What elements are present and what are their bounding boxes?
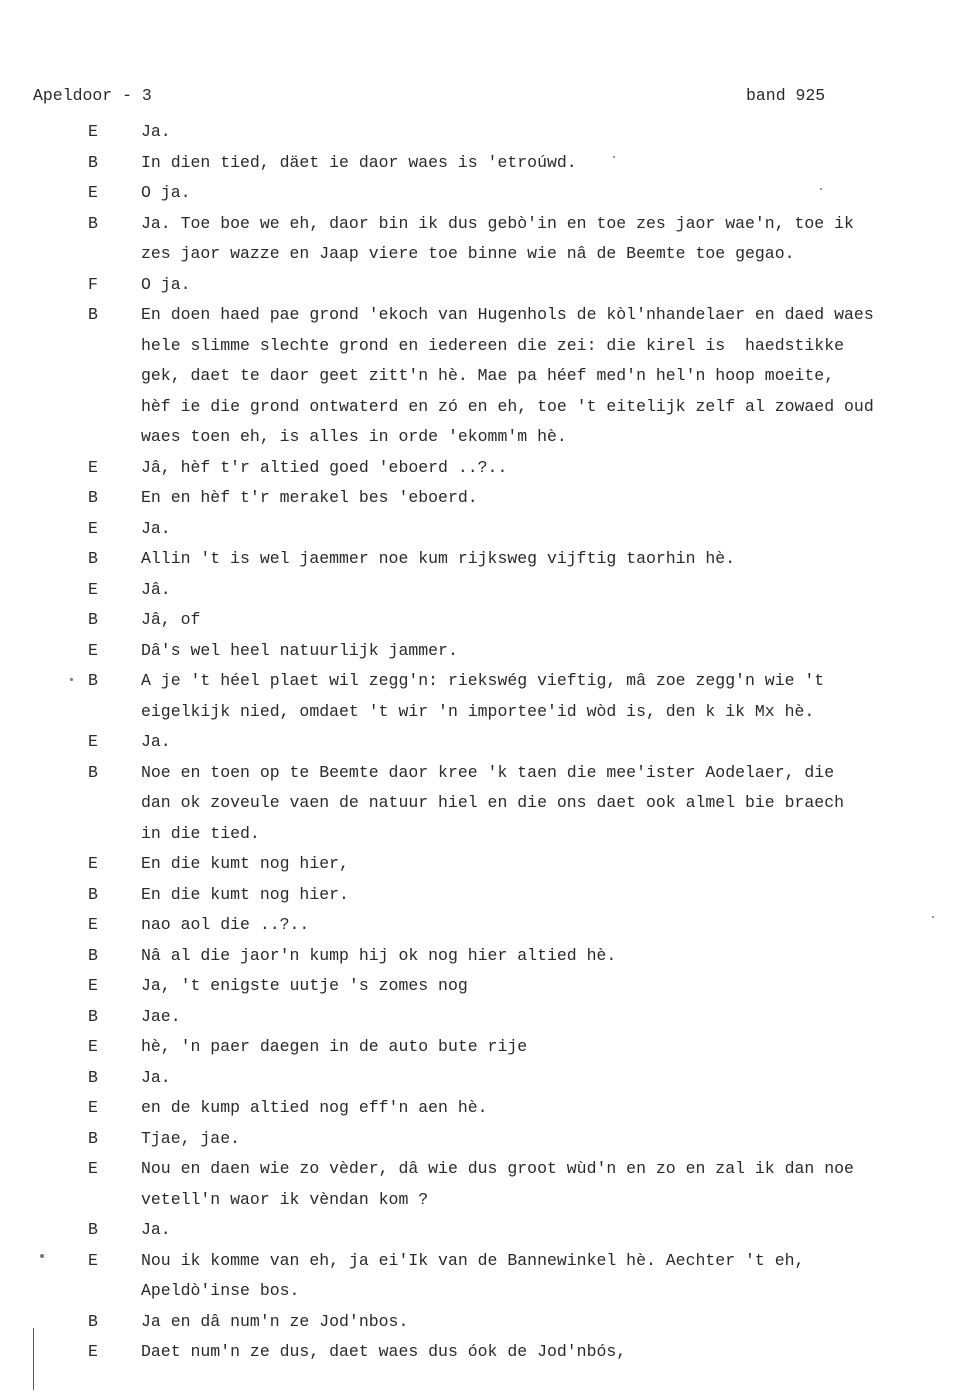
utterance-text: Nou en daen wie zo vèder, dâ wie dus groot wùd'n en zo en zal ik dan noe vetell'n waor ik vèndan kom ? <box>141 1159 854 1209</box>
speaker-label: B <box>88 488 98 507</box>
utterance-text: en de kump altied nog eff'n aen hè. <box>141 1098 488 1117</box>
speaker-label: B <box>88 1311 98 1331</box>
speaker-label: B <box>88 305 98 324</box>
utterance-text: En die kumt nog hier. <box>141 884 349 904</box>
transcript-turn <box>0 270 979 301</box>
transcript-turn <box>0 971 979 1002</box>
transcript-turn <box>0 453 979 484</box>
utterance-text: Nou ik komme van eh, ja ei'Ik van de Bannewinkel hè. Aechter 't eh, Apeldò'inse bos. <box>141 1250 805 1300</box>
speaker-label: B <box>88 1220 98 1239</box>
utterance-text: Jâ. <box>141 579 171 599</box>
transcript-turn <box>0 849 979 880</box>
speaker-label: E <box>88 183 98 202</box>
transcript-turn <box>0 1337 979 1368</box>
page-header-location: Apeldoor - 3 <box>33 86 152 105</box>
utterance-text: Dâ's wel heel natuurlijk jammer. <box>141 640 458 660</box>
utterance-text: En doen haed pae grond 'ekoch van Hugenhols de kòl'nhandelaer en daed waes hele slimme slechte grond en iedereen die zei: die kirel is haedstikke gek, daet te daor geet zitt'n hè. Mae pa héef med'n hel'n hoop moeite, hèf ie die grond ontwaterd en zó en eh, toe 't eitelijk zelf al zowaed oud waes toen eh, is alles in orde 'ekomm'm hè. <box>141 305 874 446</box>
transcript-turn <box>0 1032 979 1063</box>
speaker-label: E <box>88 457 98 477</box>
utterance-text: A je 't héel plaet wil zegg'n: riekswég vieftig, mâ zoe zegg'n wie 't eigelkijk nied, omdaet 't wir 'n importee'id wòd is, den k ik Mx hè. <box>141 671 825 721</box>
transcript-turn <box>0 544 979 575</box>
utterance-text: Ja. Toe boe we eh, daor bin ik dus gebò'in en toe zes jaor wae'n, toe ik zes jaor wazze en Jaap viere toe binne wie nâ de Beemte toe gegao. <box>141 213 854 263</box>
transcript-turn <box>0 300 979 453</box>
utterance-text: Ja. <box>141 1067 171 1087</box>
paper-speck <box>70 678 73 681</box>
speaker-label: E <box>88 122 98 141</box>
transcript-turn <box>0 1246 979 1307</box>
speaker-label: E <box>88 915 98 934</box>
transcript-turn <box>0 117 979 148</box>
paper-speck <box>40 1254 44 1258</box>
utterance-text: Tjae, jae. <box>141 1128 241 1148</box>
transcript-turn <box>0 758 979 850</box>
transcript-turn <box>0 666 979 727</box>
transcript-turn <box>0 209 979 270</box>
transcript-turn <box>0 941 979 972</box>
utterance-text: Jâ, of <box>141 610 201 629</box>
speaker-label: E <box>88 732 98 751</box>
paper-speck <box>932 916 934 918</box>
utterance-text: Jae. <box>141 1006 181 1026</box>
speaker-label: E <box>88 854 98 873</box>
utterance-text: En en hèf t'r merakel bes 'eboerd. <box>141 488 478 507</box>
utterance-text: Ja. <box>141 518 171 538</box>
speaker-label: E <box>88 1159 98 1178</box>
speaker-label: E <box>88 976 98 995</box>
utterance-text: Nâ al die jaor'n kump hij ok nog hier altied hè. <box>141 945 617 965</box>
speaker-label: B <box>88 671 98 690</box>
speaker-label: B <box>88 213 98 233</box>
speaker-label: B <box>88 1067 98 1087</box>
utterance-text: Noe en toen op te Beemte daor kree 'k taen die mee'ister Aodelaer, die dan ok zoveule vaen de natuur hiel en die ons daet ook almel bie braech in die tied. <box>141 762 845 843</box>
speaker-label: B <box>88 762 98 782</box>
transcript-turn <box>0 1002 979 1033</box>
transcript-turn <box>0 727 979 758</box>
transcript-turn <box>0 1093 979 1124</box>
transcript-turn <box>0 178 979 209</box>
speaker-label: E <box>88 1342 98 1361</box>
speaker-label: B <box>88 884 98 904</box>
speaker-label: B <box>88 152 98 172</box>
transcript-turn <box>0 605 979 636</box>
speaker-label: E <box>88 579 98 599</box>
utterance-text: Ja. <box>141 122 171 141</box>
speaker-label: B <box>88 1128 98 1148</box>
utterance-text: hè, 'n paer daegen in de auto bute rije <box>141 1037 528 1056</box>
utterance-text: Jâ, hèf t'r altied goed 'eboerd ..?.. <box>141 457 508 477</box>
page-header-tape-number: band 925 <box>746 86 826 105</box>
transcript-turn <box>0 1063 979 1094</box>
transcript-turn <box>0 148 979 179</box>
paper-speck <box>613 156 615 158</box>
transcript-turn <box>0 880 979 911</box>
transcript-turn <box>0 1307 979 1338</box>
transcript-turn <box>0 483 979 514</box>
paper-speck <box>820 188 822 190</box>
speaker-label: B <box>88 945 98 965</box>
speaker-label: B <box>88 1006 98 1026</box>
utterance-text: In dien tied, däet ie daor waes is 'etroúwd. <box>141 152 577 172</box>
margin-rule <box>33 1328 34 1390</box>
speaker-label: E <box>88 1098 98 1117</box>
utterance-text: Ja. <box>141 1220 171 1239</box>
utterance-text: Daet num'n ze dus, daet waes dus óok de Jod'nbós, <box>141 1342 627 1361</box>
transcript-turn <box>0 1124 979 1155</box>
speaker-label: B <box>88 610 98 629</box>
speaker-label: F <box>88 274 98 294</box>
utterance-text: O ja. <box>141 183 191 202</box>
transcript-turn <box>0 1154 979 1215</box>
utterance-text: En die kumt nog hier, <box>141 854 349 873</box>
utterance-text: O ja. <box>141 274 191 294</box>
speaker-label: E <box>88 1250 98 1270</box>
speaker-label: B <box>88 549 98 568</box>
utterance-text: Ja en dâ num'n ze Jod'nbos. <box>141 1311 409 1331</box>
utterance-text: nao aol die ..?.. <box>141 915 310 934</box>
utterance-text: Ja. <box>141 732 171 751</box>
transcript-body <box>0 117 979 1368</box>
transcript-turn <box>0 1215 979 1246</box>
utterance-text: Allin 't is wel jaemmer noe kum rijksweg vijftig taorhin hè. <box>141 549 736 568</box>
speaker-label: E <box>88 1037 98 1056</box>
transcript-turn <box>0 514 979 545</box>
utterance-text: Ja, 't enigste uutje 's zomes nog <box>141 976 468 995</box>
transcript-turn <box>0 636 979 667</box>
transcript-turn <box>0 910 979 941</box>
speaker-label: E <box>88 518 98 538</box>
transcript-turn <box>0 575 979 606</box>
speaker-label: E <box>88 640 98 660</box>
